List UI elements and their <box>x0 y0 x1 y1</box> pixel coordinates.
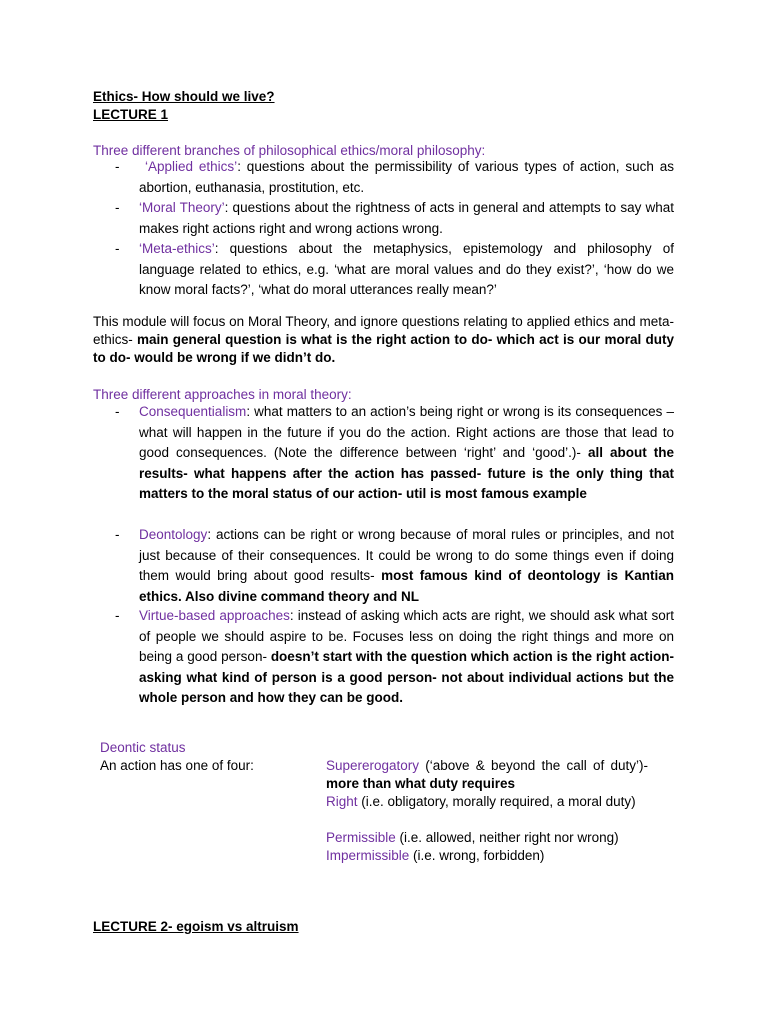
status-right <box>326 793 648 811</box>
virtue-text: : instead of asking which acts are right, we should ask what sort of people we should aspire to be. Focuses less on doing the right things and more on being a good person- <box>139 608 674 665</box>
term-applied-ethics: ‘Applied ethics’ <box>145 159 238 174</box>
document-title: Ethics- How should we live? <box>93 89 275 104</box>
list-bullet: - <box>115 527 120 542</box>
virtue-bold: doesn’t start with the question which action is the right action- asking what kind of person is a good person- not about individual actions but the whole person and how they can be good. <box>139 649 674 706</box>
list-bullet: - <box>115 200 120 215</box>
impermissible-text: (i.e. wrong, forbidden) <box>409 848 545 863</box>
consequentialism-text: : what matters to an action’s being right or wrong is its consequences – what will happen in the future if you do the action. Right actions are those that lead to good consequences. (Note the difference between ‘right’ and ‘good’.)- <box>139 404 674 461</box>
list-item-meta-ethics <box>139 239 674 301</box>
term-permissible: Permissible <box>326 830 396 845</box>
module-bold-text: main general question is what is the right action to do- which act is our moral duty to do- would be wrong if we didn’t do. <box>93 332 674 366</box>
supererogatory-text: (‘above & beyond the call of duty’)- <box>419 758 648 773</box>
term-meta-ethics: ‘Meta-ethics’ <box>139 241 215 256</box>
applied-ethics-text: : questions about the permissibility of various types of action, such as abortion, euthanasia, prostitution, etc. <box>139 159 674 195</box>
list-item-consequentialism <box>139 402 674 505</box>
lecture-2-heading: LECTURE 2- egoism vs altruism <box>93 919 299 934</box>
list-bullet: - <box>115 404 120 419</box>
list-bullet: - <box>115 608 120 623</box>
status-impermissible <box>326 847 648 865</box>
term-virtue-based: Virtue-based approaches <box>139 608 290 623</box>
module-paragraph <box>93 313 674 368</box>
deontology-bold: most famous kind of deontology is Kantian ethics. Also divine command theory and NL <box>139 568 674 604</box>
list-item-virtue <box>139 606 674 709</box>
lecture-1-heading: LECTURE 1 <box>93 107 169 122</box>
term-moral-theory: ‘Moral Theory’ <box>139 200 225 215</box>
list-bullet: - <box>115 159 120 174</box>
term-consequentialism: Consequentialism <box>139 404 247 419</box>
term-deontology: Deontology <box>139 527 208 542</box>
term-impermissible: Impermissible <box>326 848 410 863</box>
consequentialism-bold: all about the results- what happens after the action has passed- future is the only thing that matters to the moral status of our action- util is most famous example <box>139 445 674 502</box>
term-supererogatory: Supererogatory <box>326 758 420 773</box>
status-permissible <box>326 829 648 847</box>
deontology-text: : actions can be right or wrong because of moral rules or principles, and not just because of their consequences. It could be wrong to do some things even if doing them would bring about good results- <box>139 527 674 584</box>
branches-heading: Three different branches of philosophical ethics/moral philosophy: <box>93 143 486 158</box>
supererogatory-bold: more than what duty requires <box>326 776 516 791</box>
list-bullet: - <box>115 241 120 256</box>
meta-ethics-text: : questions about the metaphysics, epistemology and philosophy of language related to ethics, e.g. ‘what are moral values and do they exist?’, ‘how do we know moral facts?’, ‘what do moral utterances really mean?’ <box>139 241 674 298</box>
module-plain-text: This module will focus on Moral Theory, and ignore questions relating to applied ethics and meta-ethics- <box>93 314 674 348</box>
term-right: Right <box>326 794 358 809</box>
moral-theory-text: : questions about the rightness of acts in general and attempts to say what makes right actions right and wrong actions wrong. <box>139 200 674 236</box>
right-text: (i.e. obligatory, morally required, a moral duty) <box>357 794 636 809</box>
deontic-status-heading: Deontic status <box>100 740 186 755</box>
permissible-text: (i.e. allowed, neither right nor wrong) <box>395 830 619 845</box>
list-item-deontology <box>139 525 674 607</box>
list-item-moral-theory <box>139 198 674 239</box>
deontic-intro: An action has one of four: <box>100 758 254 773</box>
approaches-heading: Three different approaches in moral theory: <box>93 387 352 402</box>
status-supererogatory <box>326 757 648 793</box>
list-item-applied-ethics <box>139 157 674 198</box>
